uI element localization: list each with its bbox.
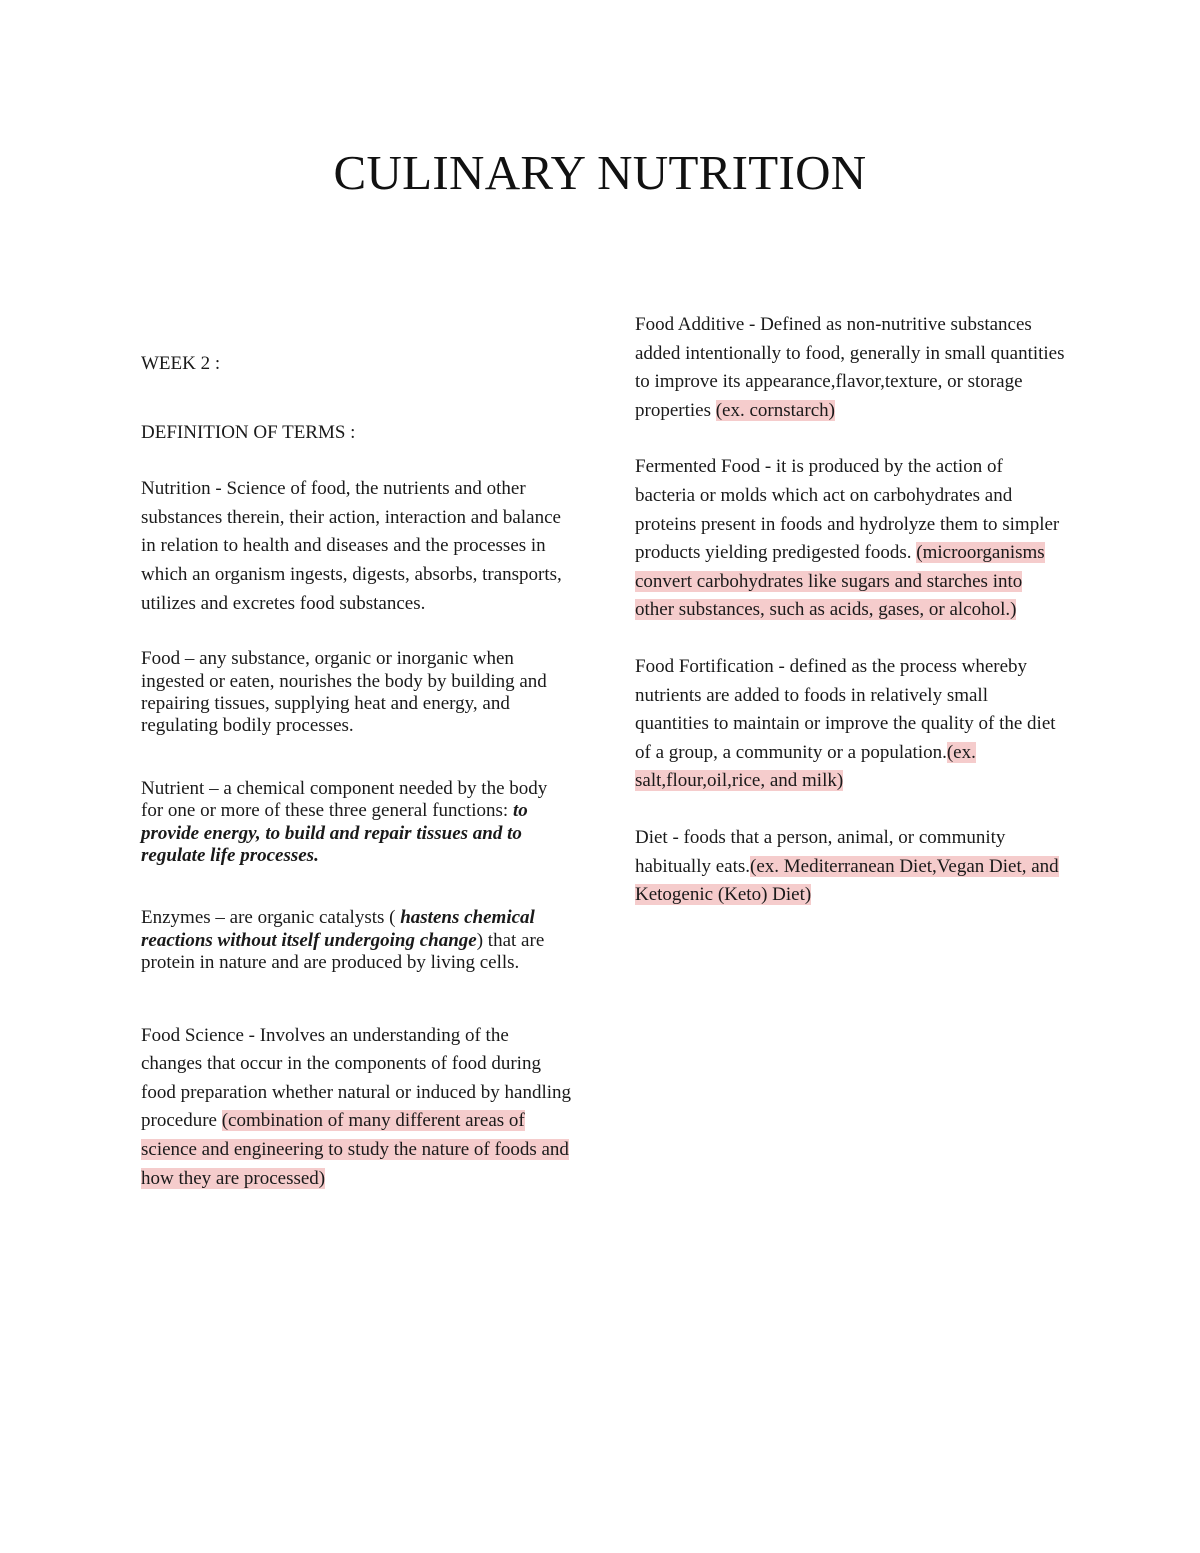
food-fortification-text: Food Fortification - defined as the process whereby nutrients are added to foods in relatively small quantities to maintain or improve the quality of the diet of a group, a community or a population. [635, 655, 1056, 763]
enzymes-emphasis: hastens chemical reactions without itself undergoing change [141, 907, 535, 951]
term-food: Food – any substance, organic or inorganic when ingested or eaten, nourishes the body by building and repairing tissues, supplying heat and energy, and regulating bodily processes. [141, 648, 547, 737]
right-column [635, 311, 1065, 910]
food-additive-highlight: (ex. cornstarch) [715, 399, 835, 421]
term-food-science [141, 1022, 571, 1194]
term-food-fortification [635, 653, 1065, 796]
term-nutrition: Nutrition - Science of food, the nutrients and other substances therein, their action, interaction and balance in relation to health and diseases and the processes in which an organism ingests, digests, absorbs, transports, utilizes and excretes food substances. [141, 478, 562, 614]
food-additive-text: Food Additive - Defined as non-nutritive substances added intentionally to food, generally in small quantities to improve its appearance,flavor,texture, or storage properties [635, 314, 1065, 421]
food-science-text: Food Science - Involves an understanding of the changes that occur in the components of food during food preparation whether natural or induced by handling procedure [141, 1024, 571, 1132]
food-fortification-highlight: (ex. salt,flour,oil,rice, and milk) [635, 741, 976, 792]
enzymes-text-2: ) that are protein in nature and are produced by living cells. [141, 929, 545, 974]
term-fermented-food [635, 453, 1065, 625]
term-food-additive [635, 311, 1065, 425]
term-nutrient [141, 778, 571, 868]
left-column [141, 350, 571, 1193]
food-science-highlight: (combination of many different areas of science and engineering to study the nature of foods and how they are processed) [141, 1110, 569, 1189]
diet-text: Diet - foods that a person, animal, or community habitually eats. [635, 826, 1006, 877]
week-heading: WEEK 2 : [141, 353, 221, 374]
term-diet [635, 824, 1065, 910]
nutrient-functions-emphasis: to provide energy, to build and repair tissues and to regulate life processes. [141, 800, 528, 866]
term-enzymes [141, 907, 571, 974]
diet-highlight: (ex. Mediterranean Diet,Vegan Diet, and Ketogenic (Keto) Diet) [635, 855, 1059, 906]
definition-heading: DEFINITION OF TERMS : [141, 421, 356, 443]
nutrient-text: Nutrient – a chemical component needed by the body for one or more of these three general functions: [141, 777, 548, 822]
fermented-food-text: Fermented Food - it is produced by the action of bacteria or molds which act on carbohydrates and proteins present in foods and hydrolyze them to simpler products yielding predigested foods. [635, 456, 1060, 564]
enzymes-text-1: Enzymes – are organic catalysts ( [141, 907, 401, 929]
page-title: CULINARY NUTRITION [333, 145, 867, 200]
fermented-food-highlight: (microorganisms convert carbohydrates like sugars and starches into other substances, such as acids, gases, or alcohol.) [635, 542, 1045, 621]
